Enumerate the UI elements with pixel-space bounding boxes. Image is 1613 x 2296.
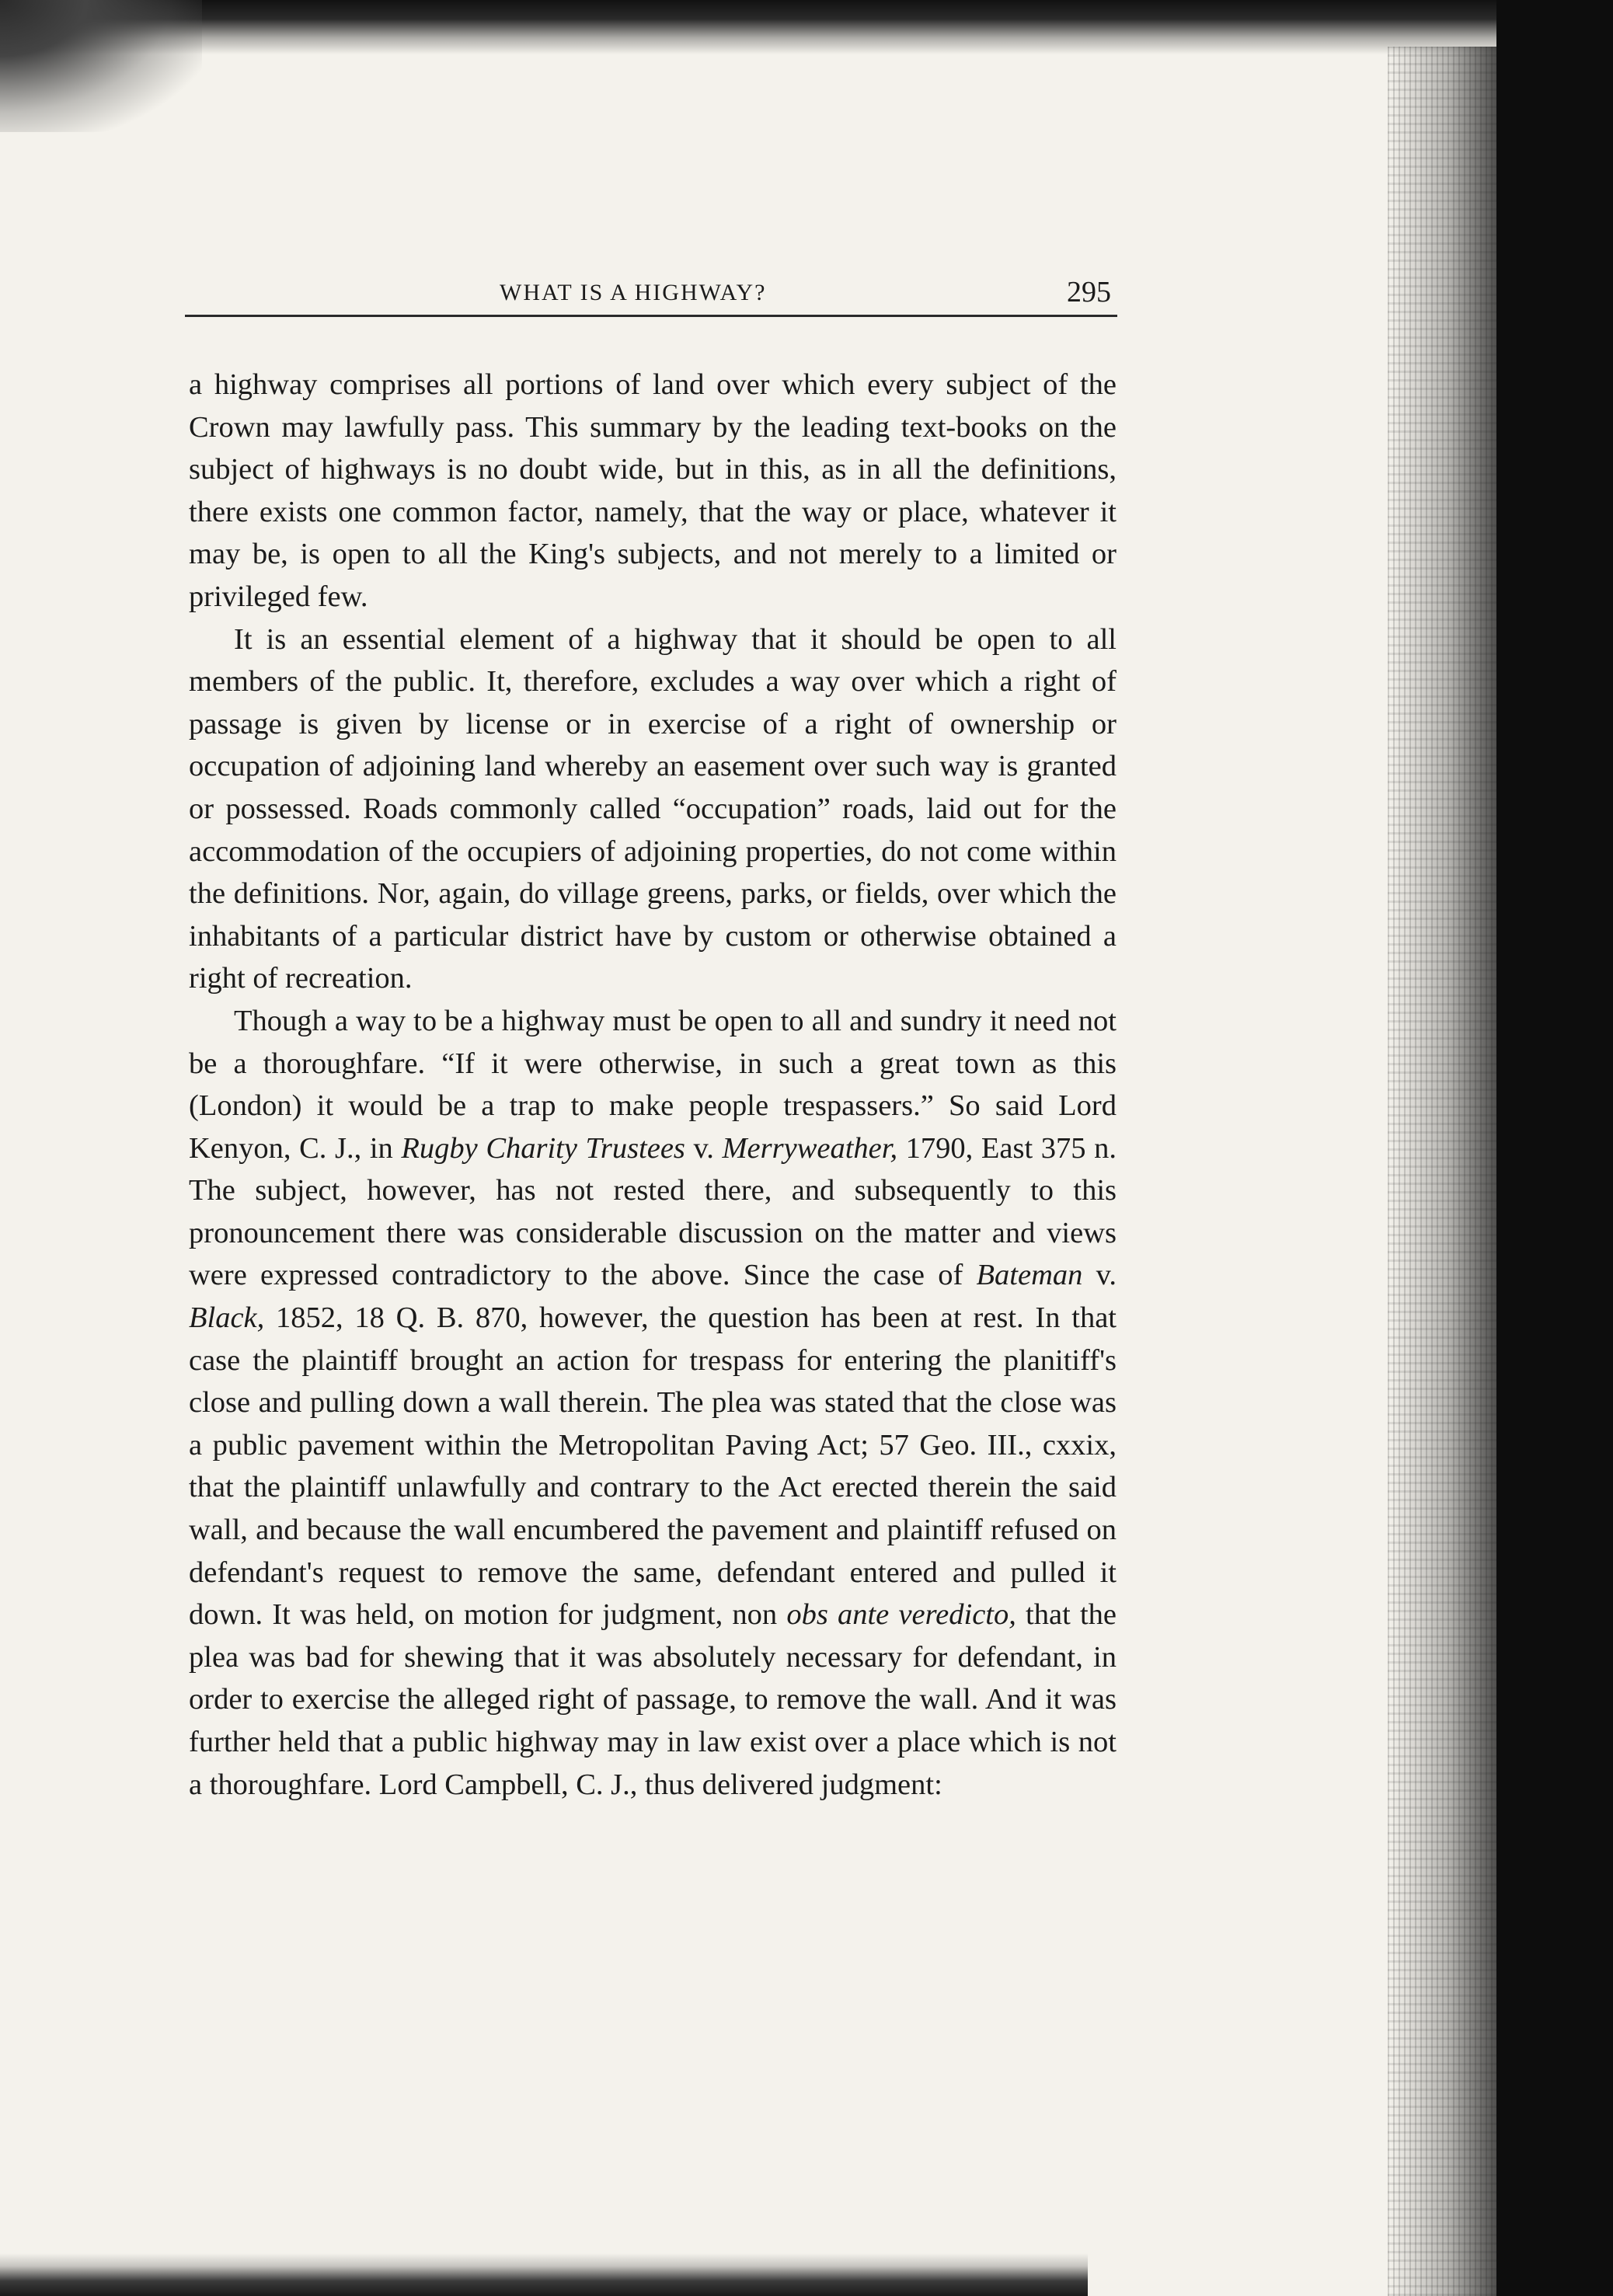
header-rule bbox=[185, 315, 1117, 317]
italic-citation: Bateman bbox=[976, 1259, 1083, 1292]
body-text bbox=[189, 364, 1117, 1806]
paragraph bbox=[189, 1000, 1117, 1806]
italic-citation: Merryweather, bbox=[722, 1131, 898, 1165]
page-number: 295 bbox=[1067, 276, 1111, 308]
italic-citation: obs ante veredicto, bbox=[786, 1598, 1016, 1632]
running-header bbox=[185, 272, 1117, 319]
scan-corner-shadow bbox=[0, 0, 202, 132]
italic-citation: Rugby Charity Trustees bbox=[401, 1131, 685, 1165]
text-run: Though a way to be a highway must be open to all and sundry it need not be a thoroughfare. “If it were otherwise, in such a great town as this (London) it would be a trap to make people trespassers.” So said Lord Kenyon, C. J., in bbox=[189, 1004, 1117, 1165]
text-run: that the plea was bad for shewing that it was absolutely necessary for defendant, in order to exercise the alleged right of passage, to remove the wall. And it was further held that a public highway may in law exist over a place which is not a thoroughfare. Lord Campbell, C. J., thus delivered judgment: bbox=[189, 1598, 1117, 1801]
text-run: 1852, 18 Q. B. 870, however, the question has been at rest. In that case the plaintiff brought an action for trespass for entering the planitiff's close and pulling down a wall therein. The plea was stated that the close was a public pavement within the Metropolitan Paving Act; 57 Geo. III., cxxix, that the plaintiff unlawfully and contrary to the Act erected therein the said wall, and because the wall encumbered the pavement and plaintiff refused on defendant's request to remove the same, defendant entered and pulled it down. It was held, on motion for judgment, non bbox=[189, 1301, 1117, 1632]
text-run: v. bbox=[685, 1131, 723, 1165]
scan-edge-right bbox=[1496, 0, 1613, 2296]
text-run: 1790, East 375 n. The subject, however, has not rested there, and subsequently to this pronouncement there was considerable discussion on the matter and views were expressed contradictory to the above. Since the case of bbox=[189, 1131, 1117, 1292]
scan-edge-noise bbox=[1388, 47, 1496, 2296]
text-run: a highway comprises all portions of land over which every subject of the Crown may lawfully pass. This summary by the leading text-books on the subject of highways is no doubt wide, but in this, as in all the definitions, there exists one common factor, namely, that the way or place, whatever it may be, is open to all the King's subjects, and not merely to a limited or privileged few. bbox=[189, 368, 1117, 613]
italic-citation: Black, bbox=[189, 1301, 265, 1335]
text-run: v. bbox=[1082, 1259, 1117, 1292]
text-run: It is an essential element of a highway that it should be open to all members of the public. It, therefore, excludes a way over which a right of passage is given by license or in exercise of a right of ownership or occupation of adjoining land whereby an easement over such way is granted or possessed. Roads commonly called “occupation” roads, laid out for the accommodation of the occupiers of adjoining properties, do not come within the definitions. Nor, again, do village greens, parks, or fields, over which the inhabitants of a particular district have by custom or otherwise obtained a right of recreation. bbox=[189, 622, 1117, 995]
scan-edge-bottom bbox=[0, 2253, 1088, 2296]
paragraph bbox=[189, 364, 1117, 618]
scan-edge-top bbox=[0, 0, 1613, 54]
running-title: WHAT IS A HIGHWAY? bbox=[500, 280, 767, 305]
paragraph bbox=[189, 618, 1117, 1000]
